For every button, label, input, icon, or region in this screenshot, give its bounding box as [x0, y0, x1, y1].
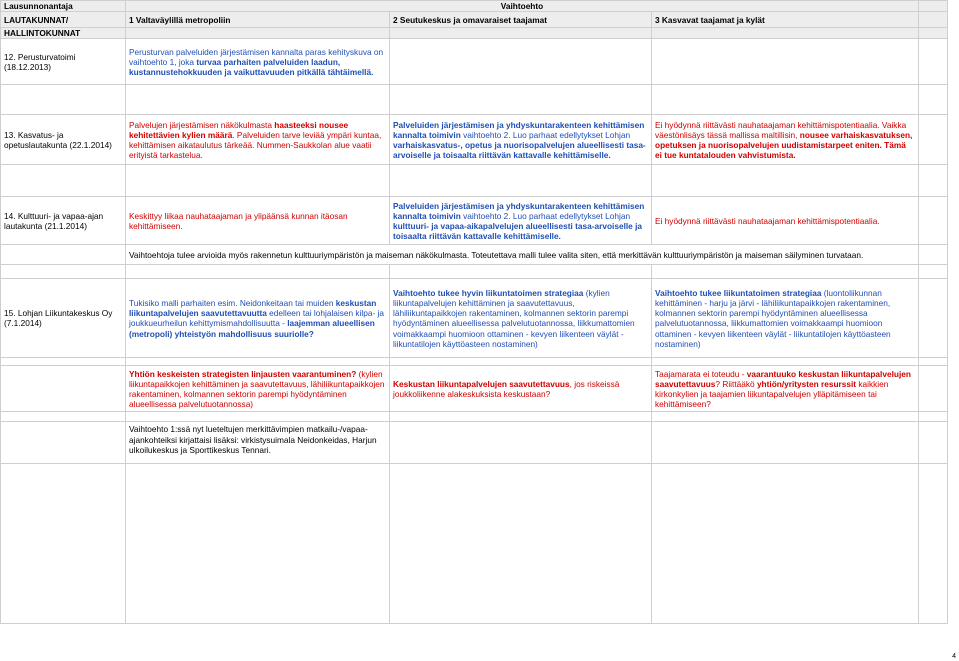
statement-giver-14: 14. Kulttuuri- ja vapaa-ajan lautakunta (21.1.2014) — [1, 197, 126, 245]
row14-alt2-cell: Palveluiden järjestämisen ja yhdyskuntarakenteen kehittämisen kannalta toimivin vaihtoehto 2. Luo parhaat edellytykset Lohjan kulttuuri- ja vapaa-aikapalvelujen alueellisesti tasa-arvoiselle ja toisaalta riittävän kattavalle kehittämiselle. — [390, 197, 652, 245]
row15-risk-alt1: Yhtiön keskeisten strategisten linjausten vaarantuminen? (kylien liikuntapaikkojen kehittäminen ja saavutettavuus, lähiliikuntapaikkojen rakentaminen, kolmannen sektorin parempi hyödyntäminen alueellisessa palvelutuotannossa) — [126, 366, 390, 412]
header-alternative-2: 2 Seutukeskus ja omavaraiset taajamat — [390, 12, 652, 28]
row15-alt1-cell: Tukisiko malli parhaiten esim. Neidonkeitaan tai muiden keskustan liikuntapalvelujen saavutettavuutta edelleen tai lohjalaisen kilpa- ja joukkueurheilun kehittymismahdollisuutta - laajemman alueellisen (metropoli) yhteistyön mahdollisuus suuriolle? — [126, 279, 390, 358]
header-alternative-3: 3 Kasvavat taajamat ja kylät — [652, 12, 919, 28]
header-vaihtoehto: Vaihtoehto — [126, 1, 919, 12]
statement-giver-12: 12. Perusturvatoimi (18.12.2013) — [1, 39, 126, 85]
header-row-3 — [1, 28, 948, 39]
table-row-kulttuuri — [1, 197, 948, 245]
spacer-row — [1, 265, 948, 279]
header-hallintokunnat: HALLINTOKUNNAT — [1, 28, 126, 39]
spacer-row — [1, 412, 948, 422]
row15-risks-row — [1, 366, 948, 412]
row14-note-row — [1, 245, 948, 265]
row13-alt1-cell: Palvelujen järjestämisen näkökulmasta haasteeksi nousee kehitettävien kylien määrä. Palveluiden tarve leviää ympäri kuntaa, kehittämisen aikataulutus tärkeää. Nummen-Saukkolan alue vaatii erityistä tarkastelua. — [126, 115, 390, 165]
row15-risk-alt3: Taajamarata ei toteudu - vaarantuuko keskustan liikuntapalvelujen saavutettavuus? Riittääkö yhtiön/yritysten resurssit kaikkien kirkonkylien ja taajamien liikuntapalvelujen ylläpitämiseen tai kehittämiseen? — [652, 366, 919, 412]
statement-giver-15: 15. Lohjan Liikuntakeskus Oy (7.1.2014) — [1, 279, 126, 358]
row15-note: Vaihtoehto 1:ssä nyt lueteltujen merkittävimpien matkailu-/vapaa-ajankohteiksi kirjattaisi lisäksi: virkistysuimala Neidonkeidas, Harjun ulkoilukeskus ja Sporttikeskus Tennari. — [126, 422, 390, 464]
row12-alt1-cell: Perusturvan palveluiden järjestämisen kannalta paras kehityskuva on vaihtoehto 1, joka turvaa parhaiten palveluiden laadun, kustannustehokkuuden ja vaikuttavuuden pitkällä tähtäimellä. — [126, 39, 390, 85]
row14-alt3-cell: Ei hyödynnä riittävästi nauhataajaman kehittämispotentiaalia. — [652, 197, 919, 245]
table-row-perusturvatoimi — [1, 39, 948, 85]
spacer-row — [1, 165, 948, 197]
row14-alt1-cell: Keskittyy liikaa nauhataajaman ja ylipäänsä kunnan itäosan kehittämiseen. — [126, 197, 390, 245]
header-lausunnonantaja: Lausunnonantaja — [1, 1, 126, 12]
statement-giver-13: 13. Kasvatus- ja opetuslautakunta (22.1.2014) — [1, 115, 126, 165]
row13-alt2-cell: Palveluiden järjestämisen ja yhdyskuntarakenteen kehittämisen kannalta toimivin vaihtoehto 2. Luo parhaat edellytykset Lohjan varhaiskasvatus-, opetus ja nuorisopalvelujen alueellisesti tasa-arvoiselle ja toisaalta riittävän kattavalle kehittämiselle. — [390, 115, 652, 165]
spacer-row — [1, 85, 948, 115]
row15-note-row — [1, 422, 948, 464]
table-row-liikuntakeskus — [1, 279, 948, 358]
row14-note: Vaihtoehtoja tulee arvioida myös rakennetun kulttuuriympäristön ja maiseman näkökulmasta. Toteutettava malli tulee valita siten, että merkittävän kulttuuriympäristön ja maiseman säilyminen turvataan. — [126, 245, 919, 265]
row13-alt3-cell: Ei hyödynnä riittävästi nauhataajaman kehittämispotentiaalia. Vaikka väestönlisäys tässä mallissa maltillisin, nousee varhaiskasvatuksen, opetuksen ja nuorisopalvelujen uudistamistarpeet eniten. Tämä ei tue kuntatalouden vahvistumista. — [652, 115, 919, 165]
page-number: 4 — [952, 653, 956, 660]
header-row-2 — [1, 12, 948, 28]
header-lautakunnat: LAUTAKUNNAT/ — [1, 12, 126, 28]
spacer-row — [1, 464, 948, 624]
header-alternative-1: 1 Valtaväylillä metropoliin — [126, 12, 390, 28]
row15-alt2-cell: Vaihtoehto tukee hyvin liikuntatoimen strategiaa (kylien liikuntapalvelujen kehittäminen ja saavutettavuus, lähiliikuntapaikkojen rakentaminen, kolmannen sektorin parempi hyödyntäminen alueellisessa palvelutuotannossa, liikkumattomien voimakkaampi huomioon ottaminen - kevyen liikenteen väylät - liikuntatilojen käyttöasteen nostaminen) — [390, 279, 652, 358]
header-row-1 — [1, 1, 948, 12]
row15-risk-alt2: Keskustan liikuntapalvelujen saavutettavuus, jos riskeissä joukkoliikenne alakeskuksista keskustaan? — [390, 366, 652, 412]
spacer-row — [1, 358, 948, 366]
table-row-kasvatus — [1, 115, 948, 165]
row15-alt3-cell: Vaihtoehto tukee liikuntatoimen strategiaa (luontoliikunnan kehittäminen - harju ja järvi - lähiliikuntapaikkojen rakentaminen, kolmannen sektorin parempi hyödyntäminen alueellisessa palvelutuotannossa, liikkumattomien voimakkaampi huomioon ottaminen - kevyen liikenteen väylät - liikuntatilojen käyttöasteen nostaminen) — [652, 279, 919, 358]
